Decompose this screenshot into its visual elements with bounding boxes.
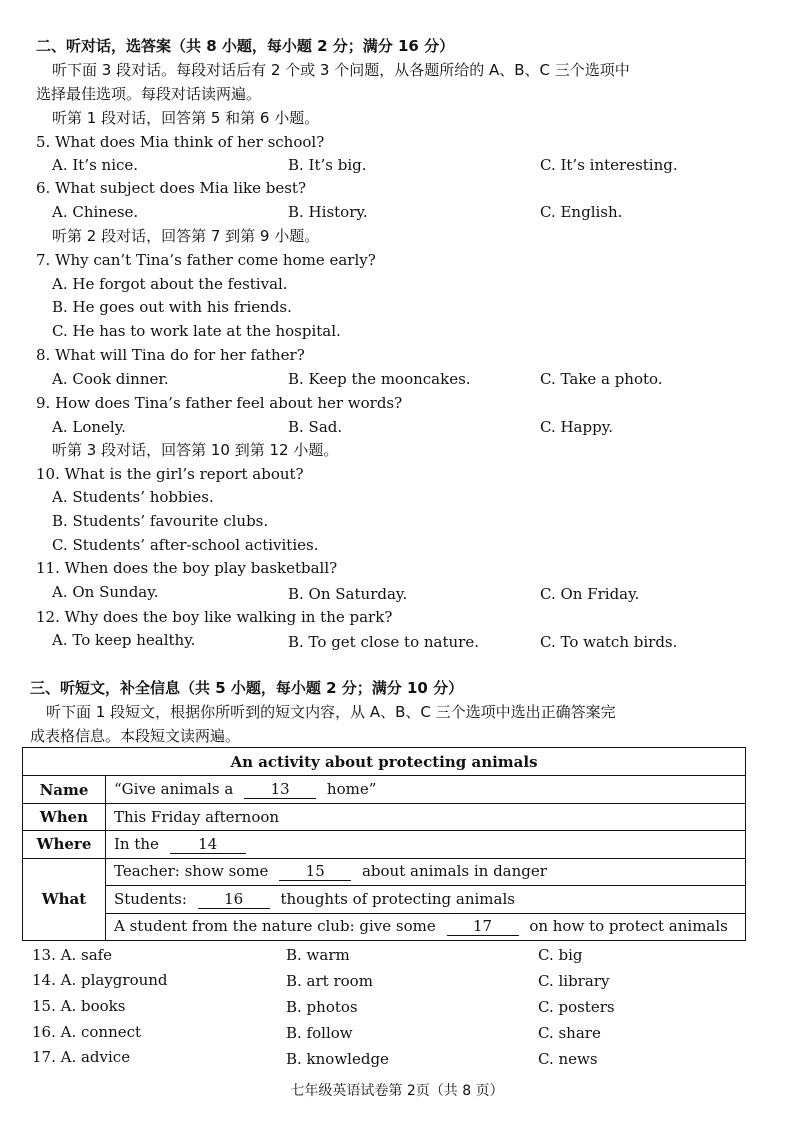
question-7: 7. Why can’t Tina’s father come home early? [36, 251, 376, 269]
q9-option-c: C. Happy. [540, 418, 613, 436]
q10-option-b: B. Students’ favourite clubs. [52, 512, 269, 530]
q11-option-b: B. On Saturday. [288, 585, 408, 603]
where-label: Where [23, 831, 106, 858]
what-students-post: thoughts of protecting animals [280, 889, 515, 908]
section-3-title: 三、听短文，补全信息（共 5 小题，每小题 2 分；满分 10 分） [30, 679, 464, 697]
info-table [22, 747, 746, 941]
q16-option-b: B. follow [286, 1024, 353, 1042]
q8-option-a: A. Cook dinner. [52, 370, 169, 388]
what-label: What [23, 858, 106, 940]
q14-option-a: 14. A. playground [32, 971, 168, 989]
q8-option-b: B. Keep the mooncakes. [288, 370, 471, 388]
when-value: This Friday afternoon [106, 803, 746, 830]
question-6: 6. What subject does Mia like best? [36, 179, 306, 197]
what-students [106, 886, 746, 913]
what-students-pre: Students: [114, 889, 187, 908]
q10-option-c: C. Students’ after-school activities. [52, 536, 319, 554]
name-post: home” [326, 780, 377, 799]
what-teacher-pre: Teacher: show some [114, 862, 269, 881]
q9-option-b: B. Sad. [288, 418, 343, 436]
section-2-intro-line-1: 听下面 3 段对话。每段对话后有 2 个或 3 个问题，从各题所给的 A、B、C 三个选项中 [52, 61, 630, 79]
q14-option-c: C. library [538, 972, 610, 990]
what-teacher-post: about animals in danger [361, 862, 547, 881]
question-9: 9. How does Tina’s father feel about her words? [36, 394, 403, 412]
q6-option-a: A. Chinese. [52, 203, 139, 221]
blank-16: 16 [198, 891, 270, 909]
q6-option-b: B. History. [288, 203, 368, 221]
what-club-pre: A student from the nature club: give some [114, 917, 436, 936]
q12-option-a: A. To keep healthy. [52, 631, 196, 649]
blank-15: 15 [279, 863, 351, 881]
q17-option-a: 17. A. advice [32, 1048, 131, 1066]
blank-14: 14 [170, 836, 246, 854]
section-3-intro-line-2: 成表格信息。本段短文读两遍。 [30, 727, 241, 745]
q10-option-a: A. Students’ hobbies. [52, 488, 214, 506]
what-nature-club [106, 913, 746, 940]
q15-option-b: B. photos [286, 998, 358, 1016]
q13-option-c: C. big [538, 946, 583, 964]
q16-option-c: C. share [538, 1024, 601, 1042]
name-value [106, 776, 746, 803]
where-pre: In the [114, 834, 159, 853]
blank-17: 17 [447, 918, 519, 936]
q5-option-b: B. It’s big. [288, 156, 367, 174]
section-3-intro-line-1: 听下面 1 段短文，根据你所听到的短文内容，从 A、B、C 三个选项中选出正确答案完 [46, 703, 616, 721]
q14-option-b: B. art room [286, 972, 373, 990]
dialog-1-instruction: 听第 1 段对话，回答第 5 和第 6 小题。 [52, 109, 320, 127]
table-header: An activity about protecting animals [23, 748, 746, 776]
page-footer: 七年级英语试卷第 2页（共 8 页） [290, 1083, 504, 1099]
name-pre: “Give animals a [114, 780, 234, 799]
q12-option-b: B. To get close to nature. [288, 633, 479, 651]
q17-option-b: B. knowledge [286, 1050, 389, 1068]
q17-option-c: C. news [538, 1050, 598, 1068]
question-5: 5. What does Mia think of her school? [36, 133, 325, 151]
q6-option-c: C. English. [540, 203, 623, 221]
blank-13: 13 [244, 781, 316, 799]
question-10: 10. What is the girl’s report about? [36, 465, 304, 483]
what-club-post: on how to protect animals [529, 917, 728, 936]
q13-option-b: B. warm [286, 946, 350, 964]
q9-option-a: A. Lonely. [52, 418, 126, 436]
q16-option-a: 16. A. connect [32, 1023, 142, 1041]
q8-option-c: C. Take a photo. [540, 370, 663, 388]
when-label: When [23, 803, 106, 830]
q12-option-c: C. To watch birds. [540, 633, 678, 651]
q7-option-a: A. He forgot about the festival. [52, 275, 288, 293]
q7-option-b: B. He goes out with his friends. [52, 298, 292, 316]
q15-option-a: 15. A. books [32, 997, 126, 1015]
q5-option-a: A. It’s nice. [52, 156, 139, 174]
question-11: 11. When does the boy play basketball? [36, 559, 338, 577]
question-12: 12. Why does the boy like walking in the park? [36, 608, 393, 626]
name-label: Name [23, 776, 106, 803]
section-2-title: 二、听对话，选答案（共 8 小题，每小题 2 分；满分 16 分） [36, 37, 455, 55]
q13-option-a: 13. A. safe [32, 946, 113, 964]
section-2-intro-line-2: 选择最佳选项。每段对话读两遍。 [36, 85, 262, 103]
q15-option-c: C. posters [538, 998, 615, 1016]
q11-option-a: A. On Sunday. [52, 583, 159, 601]
dialog-2-instruction: 听第 2 段对话，回答第 7 到第 9 小题。 [52, 227, 320, 245]
what-teacher [106, 858, 746, 885]
q7-option-c: C. He has to work late at the hospital. [52, 322, 341, 340]
where-value [106, 831, 746, 858]
q11-option-c: C. On Friday. [540, 585, 640, 603]
question-8: 8. What will Tina do for her father? [36, 346, 305, 364]
q5-option-c: C. It’s interesting. [540, 156, 678, 174]
dialog-3-instruction: 听第 3 段对话，回答第 10 到第 12 小题。 [52, 441, 339, 459]
